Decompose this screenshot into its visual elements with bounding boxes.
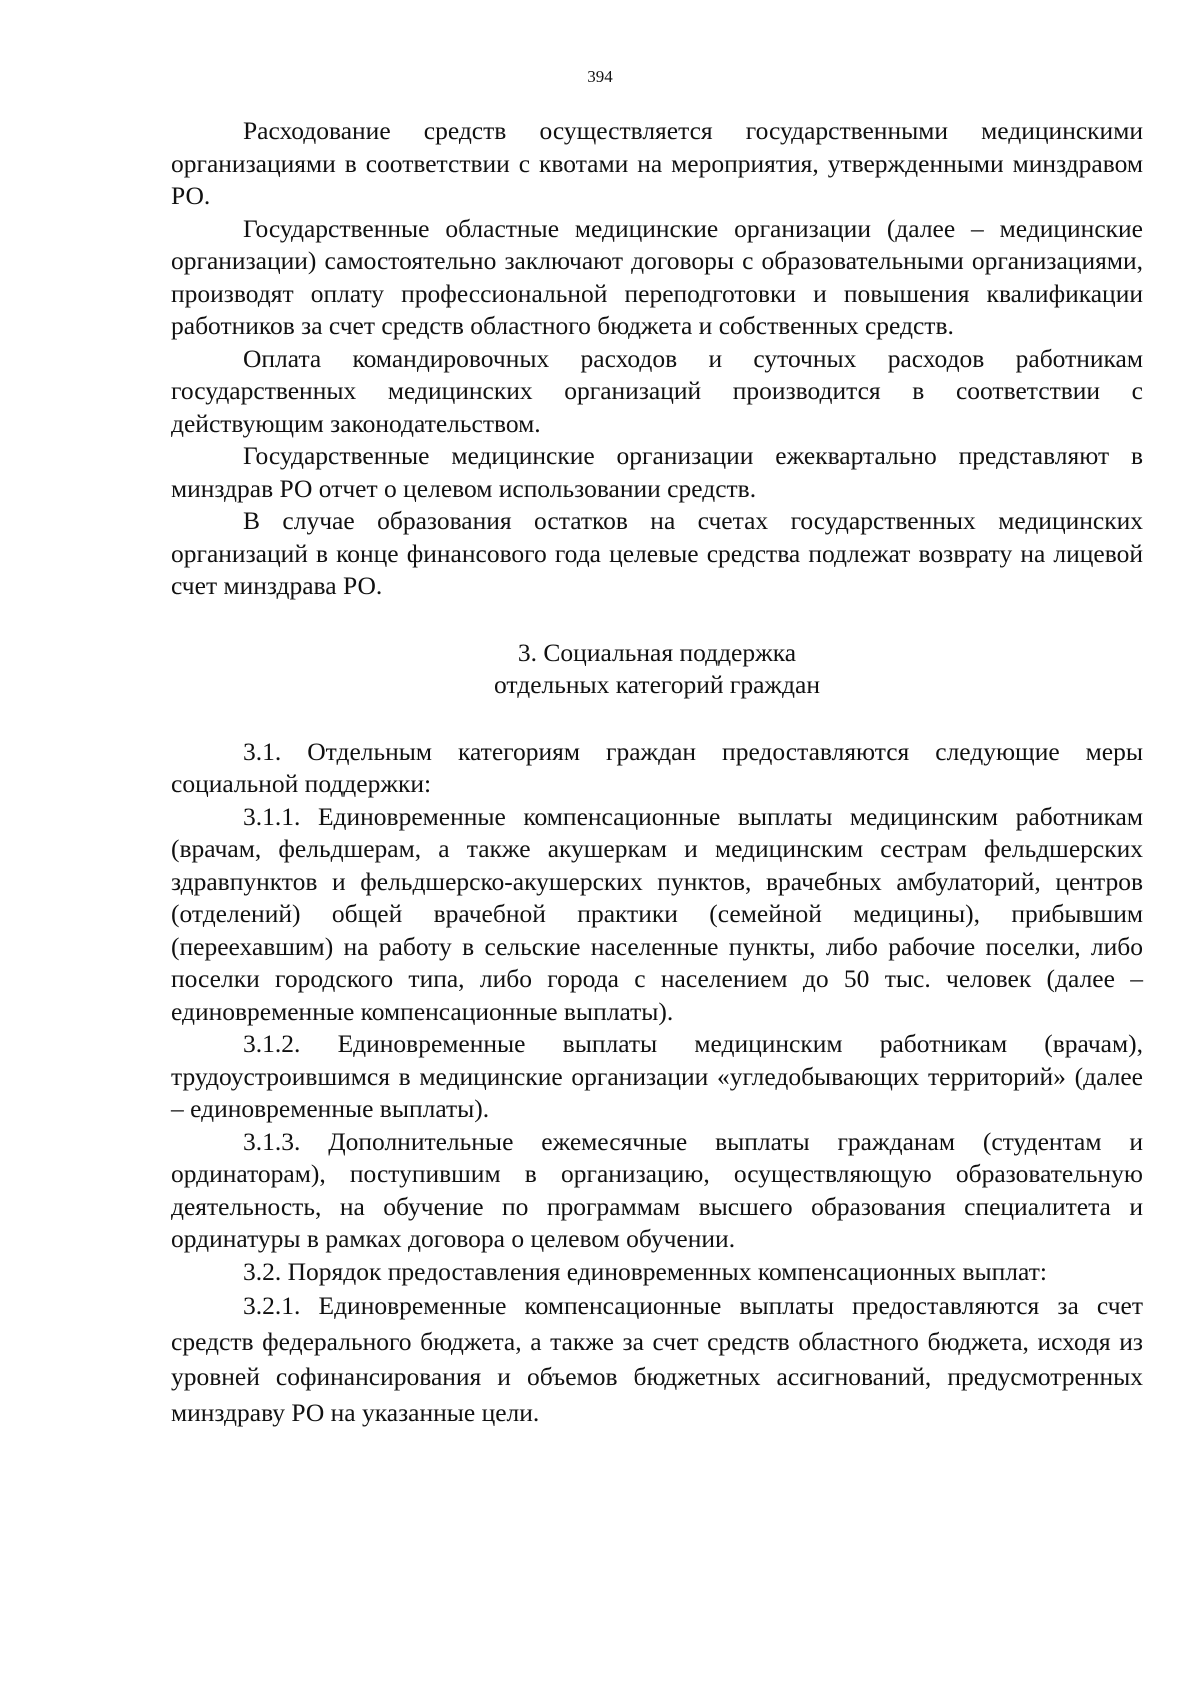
paragraph-3-2: 3.2. Порядок предоставления единовременных компенсационных выплат:	[243, 1256, 1047, 1286]
section-heading-line-1: 3. Социальная поддержка	[517, 637, 797, 667]
paragraph-remaining-funds: В случае образования остатков на счетах государственных медицинских организаций в конце финансового года целевые средства подлежат возврату на лицевой счет минздрава РО.	[171, 506, 1143, 600]
paragraph-3-1: 3.1. Отдельным категориям граждан предоставляются следующие меры социальной поддержки:	[171, 736, 1143, 798]
section-heading	[171, 637, 1143, 702]
paragraph-3-1-3: 3.1.3. Дополнительные ежемесячные выплаты гражданам (студентам и ординаторам), поступившим в организацию, осуществляющую образовательную деятельность, на обучение по программам высшего образования специалитета и ординатуры в рамках договора о целевом обучении.	[171, 1126, 1143, 1253]
paragraph-funds-spending: Расходование средств осуществляется государственными медицинскими организациями в соответствии с квотами на мероприятия, утвержденными минздравом РО.	[171, 116, 1143, 210]
paragraph-3-2-1: 3.2.1. Единовременные компенсационные выплаты предоставляются за счет средств федерального бюджета, а также за счет средств областного бюджета, исходя из уровней софинансирования и объемов бюджетных ассигнований, предусмотренных минздраву РО на указанные цели.	[171, 1291, 1143, 1427]
paragraph-medical-organizations-contracts: Государственные областные медицинские организации (далее – медицинские организации) самостоятельно заключают договоры с образовательными организациями, производят оплату профессиональной переподготовки и повышения квалификации работников за счет средств областного бюджета и собственных средств.	[171, 213, 1143, 340]
section-heading-line-2: отдельных категорий граждан	[494, 670, 820, 699]
paragraph-3-1-1: 3.1.1. Единовременные компенсационные выплаты медицинским работникам (врачам, фельдшерам, а также акушеркам и медицинским сестрам фельдшерских здравпунктов и фельдшерско-акушерских пунктов, врачебных амбулаторий, центров (отделений) общей врачебной практики (семейной медицины), прибывшим (переехавшим) на работу в сельские населенные пункты, либо рабочие поселки, либо поселки городского типа, либо города с населением до 50 тыс. человек (далее – единовременные компенсационные выплаты).	[171, 801, 1143, 1026]
page-number: 394	[587, 67, 613, 86]
paragraph-3-1-2: 3.1.2. Единовременные выплаты медицинским работникам (врачам), трудоустроившимся в медицинские организации «угледобывающих территорий» (далее – единовременные выплаты).	[171, 1029, 1143, 1123]
document-body	[171, 115, 1143, 1430]
paragraph-travel-expenses: Оплата командировочных расходов и суточных расходов работникам государственных медицинских организаций производится в соответствии с действующим законодательством.	[171, 343, 1143, 438]
paragraph-quarterly-report: Государственные медицинские организации ежеквартально представляют в минздрав РО отчет о целевом использовании средств.	[171, 441, 1143, 503]
